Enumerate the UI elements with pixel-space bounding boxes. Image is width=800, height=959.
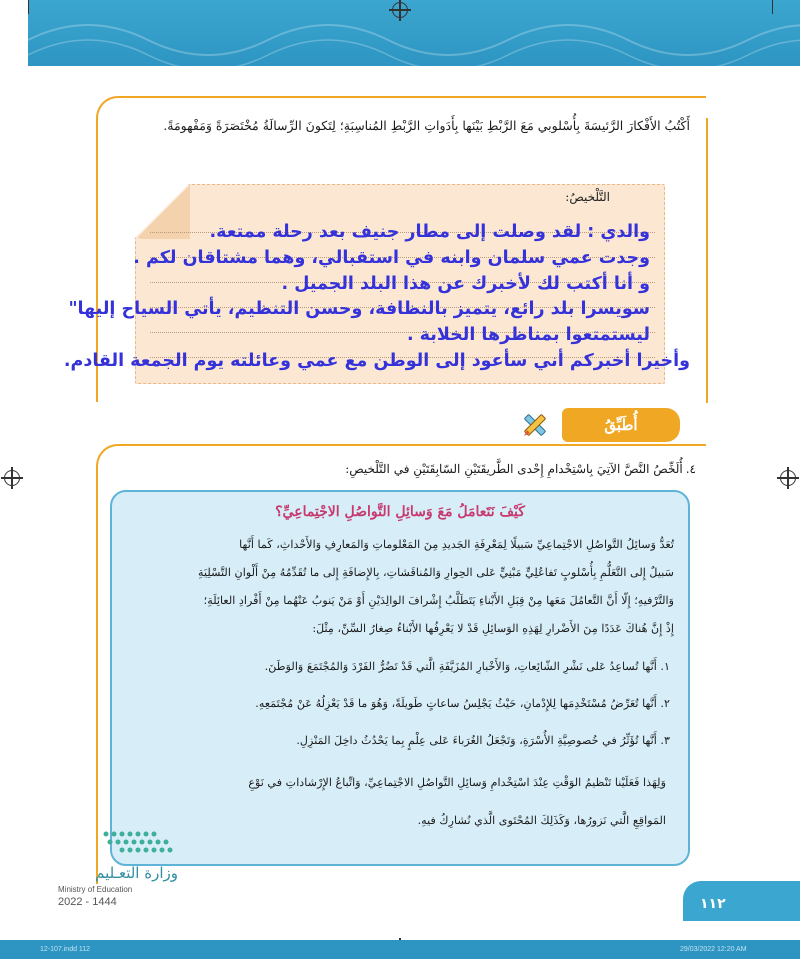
article-line: وَالتَّرْفيهِ؛ إِلّا أَنَّ التَّعامُلَ مَعَها مِنْ قِبَلِ الأَبْناءِ يَتَطَلَّبُ إِشْرافَ الوالِدَيْنِ أَوْ مَنْ يَنوبُ عَنْهُما مِنْ أَفْرادِ العائِلَةِ؛ xyxy=(203,594,674,607)
summary-line: ليستمتعوا بمناظرها الخلابة . xyxy=(406,325,650,346)
question-number: ٤. xyxy=(685,462,696,476)
print-slug-file: 12-107.indd 112 xyxy=(40,946,91,953)
article-line: تُعَدُّ وَسائِلُ التَّواصُلِ الاجْتِماعِيِّ سَبيلًا لِمَعْرِفَةِ الجَديدِ مِنَ المَعْلوماتِ وَالمَعارِفِ وَالأَحْداثِ، كَما أَنَّها xyxy=(239,538,674,551)
registration-mark-right xyxy=(780,470,796,486)
question-text: أُلَخِّصُ النَّصَّ الآتِيَ بِاسْتِخْدامِ إِحْدى الطَّريقَتَيْنِ السّابِقَتَيْنِ في التَّلْخيصِ: xyxy=(345,462,683,476)
crop-mark xyxy=(28,0,29,14)
summary-line: وجدت عمي سلمان وابنه في استقبالي، وهما مشتاقان لكم . xyxy=(133,247,650,268)
article-list-item: ٣. أَنَّها تُؤَثِّرُ في خُصوصِيَّةِ الأُسْرَةِ، وَتَجْعَلُ الغُرَباءَ عَلى عِلْمٍ بِما يَحْدُثُ داخِلَ المَنْزِلِ. xyxy=(296,734,670,747)
edition-year: 2022 - 1444 xyxy=(58,896,117,908)
summary-line: وأخيرا أخبركم أني سأعود إلى الوطن مع عمي وعائلته يوم الجمعة القادم. xyxy=(63,350,690,371)
page-number: ١١٢ xyxy=(700,896,726,912)
question-4 xyxy=(345,462,696,476)
writing-task-instruction: أَكْتُبُ الأَفْكارَ الرَّئيسَةَ بِأُسْلوبي مَعَ الرَّبْطِ بَيْنَها بِأَدَواتِ الرَّبْطِ المُناسِبَةِ؛ لِتَكونَ الرِّسالَةُ مُخْتَصَرَةً وَمَفْهومَةً. xyxy=(163,118,690,133)
ministry-name-arabic: وزارة التعـليم xyxy=(95,864,178,882)
article-closing-line: وَلِهَذا فَعَلَيْنا تَنْظيمُ الوَقْتِ عِنْدَ اسْتِخْدامِ وَسائِلِ التَّواصُلِ الاجْتِماعِيِّ، وَاتِّباعُ الإِرْشاداتِ في نَوْعِ xyxy=(248,776,666,789)
article-closing-line: المَواقِعِ الَّتي نَزورُها، وَكَذَلِكَ المُحْتَوى الَّذي نُشارِكُ فيهِ. xyxy=(417,814,666,827)
header-banner xyxy=(28,0,800,66)
article-line: إِذْ إِنَّ هُناكَ عَدَدًا مِنَ الأَضْرارِ لِهَذِهِ الوَسائِلِ قَدْ لا يَعْرِفُها الأَبْناءُ صِغارُ السِّنِّ، مِثْلَ: xyxy=(312,622,674,635)
registration-mark-top xyxy=(392,2,408,18)
article-list-item: ٢. أَنَّها تُعَرِّضُ مُسْتَخْدِمَها لِلإِدْمانِ، حَيْثُ يَجْلِسُ ساعاتٍ طَويلَةً، وَهُوَ ما قَدْ يَعْزِلُهُ عَنْ مُجْتَمَعِهِ. xyxy=(255,697,670,710)
apply-section-tab: أُطَبِّقُ xyxy=(562,408,680,442)
article-line: سَبيلٌ إِلى التَّعَلُّمِ بِأُسْلوبٍ تَفاعُلِيٍّ مَبْنِيٍّ عَلى الحِوارِ وَالمُناقَشاتِ، بِالإِضافَةِ إِلى ما تُقَدِّمُهُ مِنْ أَلْوانِ التَّسْلِيَةِ xyxy=(198,566,674,579)
summary-line: سويسرا بلد رائع، يتميز بالنظافة، وحسن التنظيم، يأتي السياح إليها" xyxy=(68,299,650,320)
ministry-name-english: Ministry of Education xyxy=(58,885,133,894)
header-pattern xyxy=(28,0,800,66)
crop-mark xyxy=(772,0,773,14)
ministry-logo-dots xyxy=(100,828,180,858)
registration-mark-left xyxy=(4,470,20,486)
handwritten-summary xyxy=(10,208,690,375)
article-list-item: ١. أَنَّها تُساعِدُ عَلى نَشْرِ الشّائِعاتِ، وَالأَخْبارِ المُزَيَّفَةِ الَّتي قَدْ تَضُرُّ الفَرْدَ وَالمُجْتَمَعَ وَالوَطَنَ. xyxy=(264,660,670,673)
ministry-logo xyxy=(58,820,198,910)
pencil-ruler-icon xyxy=(520,410,550,440)
summary-line: و أنا أكتب لك لأخبرك عن هذا البلد الجميل . xyxy=(281,273,650,294)
print-slug-date: 29/03/2022 12:20 AM xyxy=(680,946,747,953)
article-title: كَيْفَ نَتَعامَلُ مَعَ وَسائِلِ التَّواصُلِ الاجْتِماعِيِّ؟ xyxy=(275,504,525,520)
summary-label: التَّلْخيصُ: xyxy=(565,190,610,204)
summary-line: والدي : لقد وصلت إلى مطار جنيف بعد رحلة ممتعة. xyxy=(209,222,650,242)
